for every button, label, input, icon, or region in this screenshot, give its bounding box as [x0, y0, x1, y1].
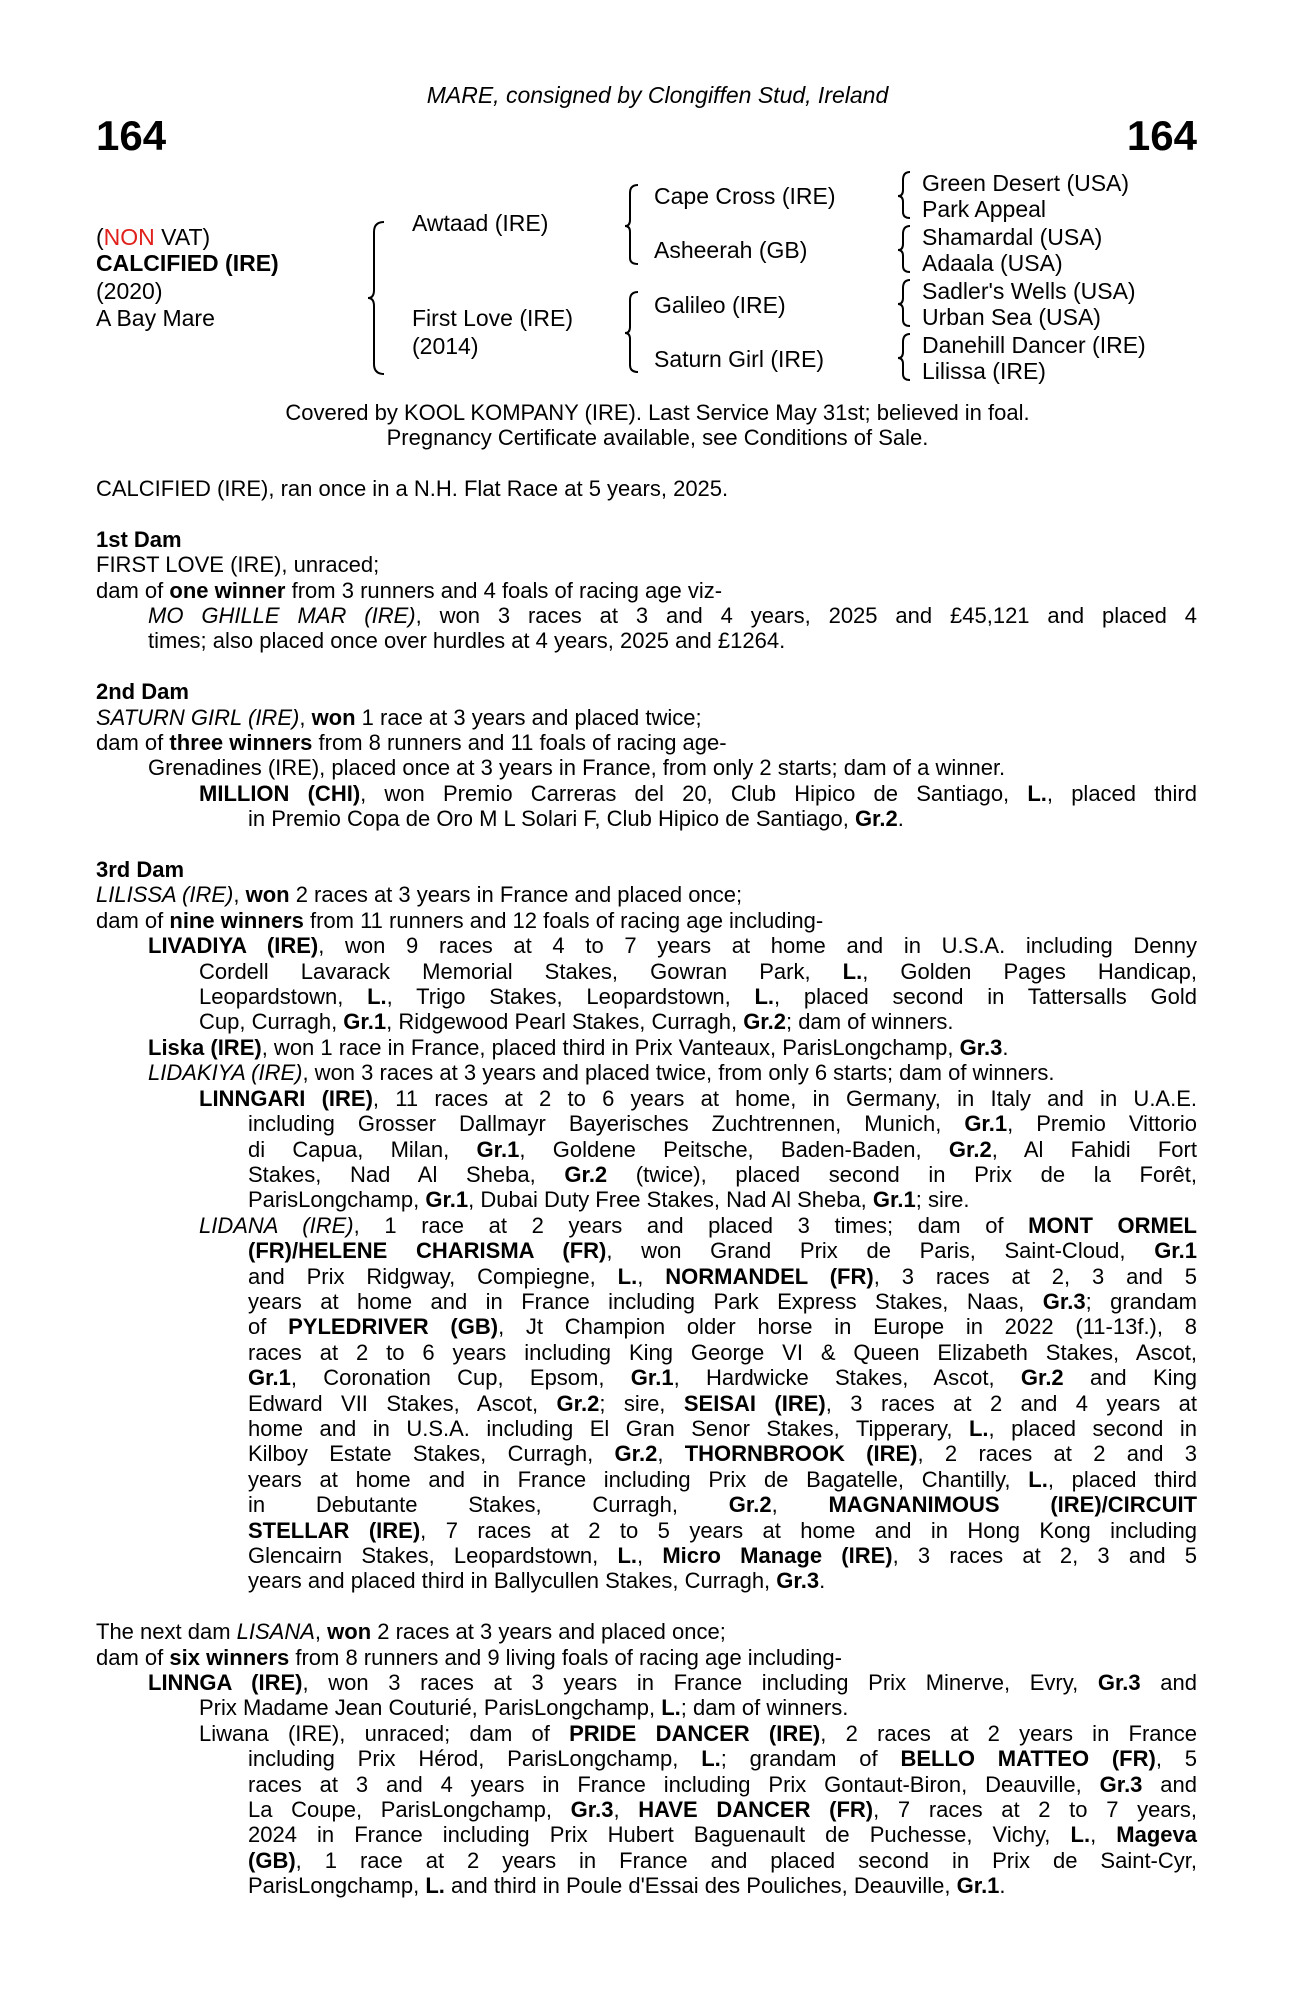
- text: from 11 runners and 12 foals of racing age including-: [303, 907, 824, 933]
- text: races at 3 and 4 years in France including Prix Gontaut-Biron, Deauville,: [248, 1771, 1100, 1797]
- bold-text: BELLO MATTEO (FR): [900, 1746, 1156, 1772]
- bold-text: Gr.1: [956, 1873, 1000, 1899]
- text: , Goldene Peitsche, Baden-Baden,: [519, 1136, 949, 1162]
- text-line: [96, 1772, 1197, 1797]
- bold-text: L.: [367, 984, 387, 1010]
- text: , Coronation Cup, Epsom,: [290, 1365, 631, 1391]
- text-line: [96, 1721, 1197, 1746]
- grandparent: Sadler's Wells (USA): [922, 278, 1136, 304]
- bold-text: L.: [968, 1415, 989, 1441]
- text: and: [1140, 1670, 1197, 1696]
- text-line: [96, 882, 1197, 907]
- text: ; sire,: [599, 1390, 684, 1416]
- bold-text: L.: [661, 1695, 681, 1721]
- text: , 2 races at 2 years in France: [820, 1720, 1198, 1746]
- text-line: [96, 1848, 1197, 1873]
- text-line: [96, 1213, 1197, 1238]
- text: , placed third: [1046, 780, 1197, 806]
- text: di Capua, Milan,: [248, 1136, 477, 1162]
- text: , Ridgewood Pearl Stakes, Curragh,: [386, 1009, 744, 1035]
- pregnancy-note: Pregnancy Certificate available, see Conditions of Sale.: [386, 425, 929, 450]
- text-line: [96, 1238, 1197, 1263]
- text-line: [96, 1365, 1197, 1390]
- text: CALCIFIED (IRE), ran once in a N.H. Flat Race at 5 years, 2025.: [96, 476, 729, 501]
- bold-text: MONT ORMEL: [1028, 1212, 1197, 1238]
- bold-text: Gr.2: [948, 1136, 992, 1162]
- text: Stakes, Nad Al Sheba,: [248, 1161, 565, 1187]
- text-line: [96, 1746, 1197, 1771]
- text-line: [96, 1873, 1197, 1898]
- bold-text: STELLAR (IRE): [248, 1517, 421, 1543]
- text-line: [96, 1137, 1197, 1162]
- text: home and in U.S.A. including El Gran Senor Stakes, Tipperary,: [248, 1415, 969, 1441]
- text: , 2 races at 2 and 3: [917, 1441, 1198, 1467]
- text: 2 races at 3 years in France and placed once;: [289, 882, 743, 908]
- text: , Hardwicke Stakes, Ascot,: [673, 1365, 1021, 1391]
- bold-text: six winners: [169, 1644, 290, 1670]
- bold-text: HAVE DANCER (FR): [638, 1797, 874, 1823]
- text: and Prix Ridgway, Compiegne,: [248, 1263, 618, 1289]
- text: 2024 in France including Prix Hubert Baguenault de Puchesse, Vichy,: [248, 1822, 1071, 1848]
- text-line: [96, 1797, 1197, 1822]
- text: in Debutante Stakes, Curragh,: [248, 1492, 729, 1518]
- grandparent: Danehill Dancer (IRE): [922, 332, 1146, 358]
- bold-text: L.: [1028, 1466, 1048, 1492]
- bold-text: Gr.1: [1154, 1238, 1197, 1264]
- bold-text: Gr.2: [854, 806, 898, 832]
- bold-text: Gr.1: [964, 1111, 1008, 1137]
- text-line: [96, 1568, 1197, 1593]
- bold-text: Gr.1: [476, 1136, 520, 1162]
- text-line: [96, 1645, 1197, 1670]
- section: [96, 527, 1197, 654]
- text: years at home and in France including Prix de Bagatelle, Chantilly,: [248, 1466, 1029, 1492]
- text: , won 3 races at 3 years in France including Prix Minerve, Evry,: [302, 1670, 1098, 1696]
- text: , placed second in Tattersalls Gold: [774, 984, 1197, 1010]
- dam: First Love (IRE): [412, 305, 574, 331]
- text: , Premio Vittorio: [1007, 1111, 1197, 1137]
- sire: Awtaad (IRE): [412, 210, 549, 236]
- text: ,: [771, 1492, 829, 1518]
- text-line: [96, 1111, 1197, 1136]
- text-line: [96, 1035, 1197, 1060]
- text: ,: [613, 1797, 639, 1823]
- text: Liwana (IRE), unraced; dam of: [199, 1720, 570, 1746]
- bold-text: Liska (IRE): [148, 1034, 262, 1060]
- bold-text: Gr.3: [959, 1034, 1003, 1060]
- text: Prix Madame Jean Couturié, ParisLongchamp,: [199, 1695, 662, 1721]
- text-line: [96, 1264, 1197, 1289]
- text-line: [96, 781, 1197, 806]
- text: Edward VII Stakes, Ascot,: [248, 1390, 557, 1416]
- text: races at 2 to 6 years including King George VI & Queen Elizabeth Stakes, Ascot,: [248, 1339, 1197, 1365]
- text-line: [96, 1670, 1197, 1695]
- bold-text: won: [311, 704, 356, 730]
- bold-text: Gr.2: [564, 1161, 608, 1187]
- lot-number-left: 164: [96, 112, 167, 159]
- grandparent: Urban Sea (USA): [922, 304, 1101, 330]
- text: in Premio Copa de Oro M L Solari F, Club Hipico de Santiago,: [248, 806, 855, 832]
- bold-text: L.: [754, 984, 775, 1010]
- text: , Golden Pages Handicap,: [862, 958, 1197, 984]
- dam-sire: Galileo (IRE): [654, 292, 786, 318]
- bold-text: one winner: [169, 577, 286, 603]
- text-line: [96, 1340, 1197, 1365]
- text-line: [96, 1086, 1197, 1111]
- text: , won 9 races at 4 to 7 years at home and in U.S.A. including Denny: [318, 933, 1197, 959]
- text-line: [96, 1543, 1197, 1568]
- bold-text: Gr.2: [743, 1009, 786, 1035]
- text-line: [96, 755, 1197, 780]
- section: [96, 1619, 1197, 1898]
- text-line: [96, 730, 1197, 755]
- text: dam of: [96, 1644, 170, 1670]
- text: times; also placed once over hurdles at 4 years, 2025 and £1264.: [148, 628, 786, 654]
- text: Cordell Lavarack Memorial Stakes, Gowran Park,: [199, 958, 843, 984]
- bold-text: Gr.2: [614, 1441, 658, 1467]
- text: ,: [637, 1263, 666, 1289]
- text: .: [999, 1873, 1006, 1899]
- text: , 5: [1155, 1746, 1197, 1772]
- text-line: [96, 1162, 1197, 1187]
- text: years and placed third in Ballycullen Stakes, Curragh,: [248, 1568, 777, 1594]
- text: ; dam of winners.: [786, 1009, 954, 1035]
- text: , won 3 races at 3 and 4 years, 2025 and £45,121 and placed 4: [415, 603, 1197, 629]
- text-line: [96, 984, 1197, 1009]
- text: and King: [1063, 1365, 1197, 1391]
- text: ; grandam of: [720, 1746, 901, 1772]
- text: ; sire.: [915, 1187, 970, 1213]
- text-line: [96, 1391, 1197, 1416]
- bold-text: Gr.2: [728, 1492, 772, 1518]
- italic-text: SATURN GIRL (IRE): [96, 704, 300, 730]
- section-heading: 1st Dam: [96, 526, 182, 552]
- text-line: [96, 959, 1197, 984]
- grandparent: Shamardal (USA): [922, 224, 1103, 250]
- text: dam of: [96, 907, 170, 933]
- bold-text: MILLION (CHI): [199, 780, 361, 806]
- text: including Grosser Dallmayr Bayerisches Zuchtrennen, Munich,: [248, 1111, 965, 1137]
- catalogue-body: [96, 476, 1197, 1899]
- covered-note: Covered by KOOL KOMPANY (IRE). Last Service May 31st; believed in foal.: [285, 400, 1030, 425]
- bold-text: Gr.3: [776, 1568, 820, 1594]
- text-line: [96, 1314, 1197, 1339]
- text-line: [96, 476, 1197, 501]
- bold-text: Gr.2: [1020, 1365, 1064, 1391]
- text: , Al Fahidi Fort: [991, 1136, 1197, 1162]
- text: ,: [299, 704, 312, 730]
- text: ,: [314, 1619, 328, 1645]
- text-line: [96, 705, 1197, 730]
- bold-text: Micro Manage (IRE): [662, 1543, 893, 1569]
- text-line: [96, 1416, 1197, 1441]
- text: 1 race at 3 years and placed twice;: [355, 704, 702, 730]
- vat-paren: (: [96, 224, 104, 250]
- italic-text: LIDAKIYA (IRE): [148, 1060, 303, 1086]
- text: , placed third: [1047, 1466, 1198, 1492]
- text: from 3 runners and 4 foals of racing age viz-: [285, 577, 723, 603]
- text: , 7 races at 2 to 5 years at home and in Hong Kong including: [420, 1517, 1197, 1543]
- text: The next dam: [96, 1619, 237, 1645]
- text: years at home and in France including Park Express Stakes, Naas,: [248, 1288, 1043, 1314]
- text: , won Premio Carreras del 20, Club Hipico de Santiago,: [360, 780, 1028, 806]
- text-line: [96, 1441, 1197, 1466]
- bold-text: (GB): [248, 1847, 296, 1873]
- text: , 3 races at 2, 3 and 5: [873, 1263, 1197, 1289]
- text-line: [96, 1289, 1197, 1314]
- grandparent: Adaala (USA): [922, 250, 1063, 276]
- bold-text: L.: [1027, 780, 1047, 806]
- bold-text: Gr.1: [343, 1009, 387, 1035]
- text: ,: [657, 1441, 685, 1467]
- text: .: [897, 806, 904, 832]
- vat-label: VAT): [154, 224, 211, 250]
- bold-text: L.: [617, 1543, 637, 1569]
- text: and third in Poule d'Essai des Pouliches, Deauville,: [444, 1873, 957, 1899]
- text: 2 races at 3 years and placed once;: [371, 1619, 726, 1645]
- bold-text: Gr.1: [630, 1365, 674, 1391]
- italic-text: LIDANA (IRE): [199, 1212, 354, 1238]
- text: , 3 races at 2 and 4 years at: [825, 1390, 1197, 1416]
- italic-text: MO GHILLE MAR (IRE): [148, 603, 416, 629]
- italic-text: LISANA: [236, 1619, 315, 1645]
- text-line: [96, 1467, 1197, 1492]
- bold-text: LINNGARI (IRE): [199, 1085, 373, 1111]
- text: Kilboy Estate Stakes, Curragh,: [248, 1441, 615, 1467]
- bold-text: PYLEDRIVER (GB): [288, 1314, 499, 1340]
- text-line: [96, 552, 1197, 577]
- text: ,: [637, 1543, 663, 1569]
- text: including Prix Hérod, ParisLongchamp,: [248, 1746, 702, 1772]
- dam-dam: Saturn Girl (IRE): [654, 346, 824, 372]
- text: , won Grand Prix de Paris, Saint-Cloud,: [606, 1238, 1155, 1264]
- text: , 3 races at 2, 3 and 5: [892, 1543, 1197, 1569]
- text: , Dubai Duty Free Stakes, Nad Al Sheba,: [468, 1187, 873, 1213]
- grandparent: Park Appeal: [922, 196, 1047, 222]
- bold-text: SEISAI (IRE): [683, 1390, 826, 1416]
- text-line: [96, 1822, 1197, 1847]
- page-title: MARE, consigned by Clongiffen Stud, Ireland: [426, 82, 889, 108]
- bold-text: won: [327, 1619, 372, 1645]
- text-line: [96, 908, 1197, 933]
- bold-text: Gr.1: [248, 1365, 291, 1391]
- bold-text: L.: [1070, 1822, 1091, 1848]
- vat-non: NON: [103, 224, 155, 250]
- bold-text: MAGNANIMOUS (IRE)/CIRCUIT: [828, 1492, 1198, 1518]
- text: La Coupe, ParisLongchamp,: [248, 1797, 571, 1823]
- bold-text: L.: [617, 1263, 638, 1289]
- horse-year: (2020): [96, 278, 163, 304]
- text: , won 1 race in France, placed third in Prix Vanteaux, ParisLongchamp,: [261, 1034, 960, 1060]
- section-heading: 2nd Dam: [96, 679, 189, 705]
- text: ; dam of winners.: [680, 1695, 849, 1721]
- section-heading: 3rd Dam: [96, 857, 185, 883]
- text: ,: [1090, 1822, 1117, 1848]
- text-line: [96, 806, 1197, 831]
- sire-dam: Asheerah (GB): [654, 237, 808, 263]
- bold-text: Gr.1: [425, 1187, 469, 1213]
- text: FIRST LOVE (IRE), unraced;: [96, 552, 380, 578]
- horse-name: CALCIFIED (IRE): [96, 250, 279, 276]
- bold-text: LINNGA (IRE): [148, 1670, 303, 1696]
- text: , Jt Champion older horse in Europe in 2022 (11-13f.), 8: [498, 1314, 1197, 1340]
- text: and: [1142, 1771, 1198, 1797]
- text-line: [96, 628, 1197, 653]
- text: , 1 race at 2 years in France and placed second in Prix de Saint-Cyr,: [295, 1847, 1197, 1873]
- text: , 1 race at 2 years and placed 3 times; dam of: [353, 1212, 1029, 1238]
- text-line: [96, 1695, 1197, 1720]
- italic-text: LILISSA (IRE): [96, 882, 234, 908]
- dam-year: (2014): [412, 333, 479, 359]
- text: ParisLongchamp,: [248, 1187, 426, 1213]
- bold-text: PRIDE DANCER (IRE): [569, 1720, 821, 1746]
- bold-text: LIVADIYA (IRE): [148, 933, 319, 959]
- bold-text: Gr.3: [1099, 1771, 1143, 1797]
- bold-text: Gr.2: [556, 1390, 600, 1416]
- text: , 7 races at 2 to 7 years,: [873, 1797, 1197, 1823]
- sire-sire: Cape Cross (IRE): [654, 183, 836, 209]
- lot-number-right: 164: [1126, 112, 1197, 159]
- bold-text: THORNBROOK (IRE): [684, 1441, 918, 1467]
- bold-text: Gr.3: [1042, 1288, 1086, 1314]
- bold-text: L.: [425, 1873, 445, 1899]
- text: .: [1002, 1034, 1009, 1060]
- grandparent: Green Desert (USA): [922, 170, 1130, 196]
- text: Leopardstown,: [199, 984, 368, 1010]
- section: [96, 857, 1197, 1594]
- text-line: [96, 1009, 1197, 1034]
- text: of: [248, 1314, 289, 1340]
- text: , won 3 races at 3 years and placed twice, from only 6 starts; dam of winners.: [302, 1060, 1055, 1086]
- text-line: [96, 603, 1197, 628]
- section: [96, 679, 1197, 831]
- bold-text: Gr.3: [570, 1797, 614, 1823]
- text: from 8 runners and 11 foals of racing age-: [312, 730, 727, 756]
- text: , Trigo Stakes, Leopardstown,: [386, 984, 755, 1010]
- bold-text: nine winners: [169, 907, 304, 933]
- text-line: [96, 933, 1197, 958]
- text: Glencairn Stakes, Leopardstown,: [248, 1543, 618, 1569]
- text: Grenadines (IRE), placed once at 3 years in France, from only 2 starts; dam of a winner.: [148, 755, 1006, 781]
- bold-text: three winners: [169, 730, 313, 756]
- grandparent: Lilissa (IRE): [922, 358, 1046, 384]
- bold-text: won: [245, 882, 290, 908]
- text: , placed second in: [988, 1415, 1198, 1441]
- bold-text: L.: [701, 1746, 721, 1772]
- bold-text: L.: [842, 958, 863, 984]
- text-line: [96, 1492, 1197, 1517]
- text: dam of: [96, 730, 170, 756]
- bold-text: NORMANDEL (FR): [665, 1263, 874, 1289]
- text: (twice), placed second in Prix de la Forêt,: [607, 1161, 1197, 1187]
- text-line: [96, 578, 1197, 603]
- text-line: [96, 1619, 1197, 1644]
- section: [96, 476, 1197, 501]
- text: .: [819, 1568, 826, 1594]
- text: from 8 runners and 9 living foals of racing age including-: [289, 1644, 842, 1670]
- text: ParisLongchamp,: [248, 1873, 426, 1899]
- text: ; grandam: [1085, 1288, 1197, 1314]
- bold-text: (FR)/HELENE CHARISMA (FR): [248, 1238, 607, 1264]
- text-line: [96, 1187, 1197, 1212]
- text: dam of: [96, 577, 170, 603]
- text: Cup, Curragh,: [199, 1009, 344, 1035]
- bold-text: Gr.3: [1097, 1670, 1141, 1696]
- text-line: [96, 1518, 1197, 1543]
- bold-text: Mageva: [1116, 1822, 1197, 1848]
- text: , 11 races at 2 to 6 years at home, in Germany, in Italy and in U.A.E.: [372, 1085, 1197, 1111]
- horse-description: A Bay Mare: [96, 305, 215, 331]
- bold-text: Gr.1: [872, 1187, 916, 1213]
- text: ,: [233, 882, 246, 908]
- text-line: [96, 1060, 1197, 1085]
